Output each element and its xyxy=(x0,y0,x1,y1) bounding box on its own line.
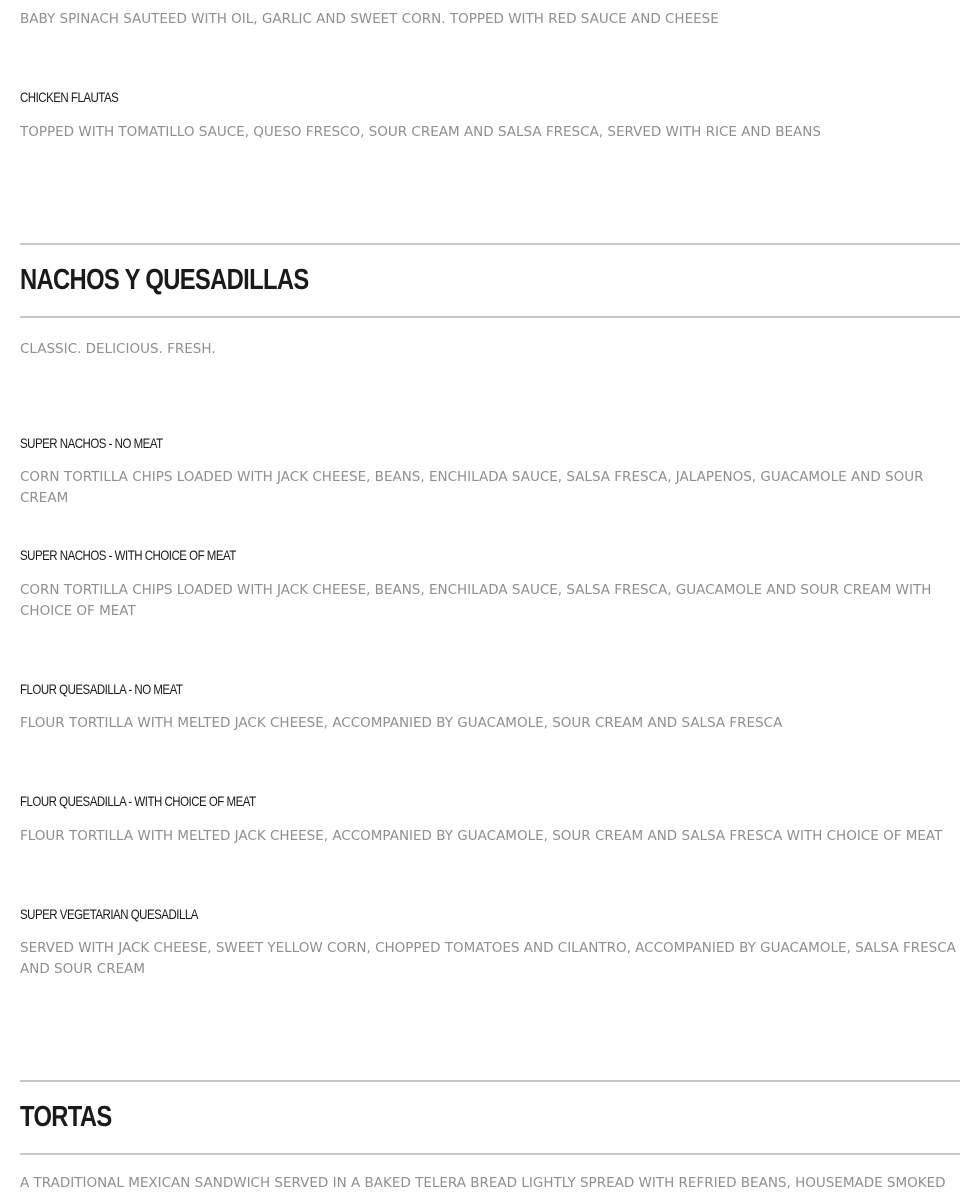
item-name-super-nachos-meat: SUPER NACHOS - WITH CHOICE OF MEAT xyxy=(20,547,236,563)
section-title-tortas: TORTAS xyxy=(20,1101,112,1133)
item-name-chicken-flautas: CHICKEN FLAUTAS xyxy=(20,89,119,105)
section-tagline-tortas: A TRADITIONAL MEXICAN SANDWICH SERVED IN A BAKED TELERA BREAD LIGHTLY SPREAD WITH REFRIED BEANS, HOUSEMADE SMOKED xyxy=(20,1175,946,1191)
item-name-super-vegetarian-quesadilla: SUPER VEGETARIAN QUESADILLA xyxy=(20,906,198,922)
item-description-flour-quesadilla-meat: FLOUR TORTILLA WITH MELTED JACK CHEESE, ACCOMPANIED BY GUACAMOLE, SOUR CREAM AND SALSA FRESCA WITH CHOICE OF MEAT xyxy=(20,828,943,844)
item-description-chicken-flautas: TOPPED WITH TOMATILLO SAUCE, QUESO FRESCO, SOUR CREAM AND SALSA FRESCA, SERVED WITH RICE AND BEANS xyxy=(20,124,821,140)
item-name-flour-quesadilla-no-meat: FLOUR QUESADILLA - NO MEAT xyxy=(20,681,183,697)
section-divider-top xyxy=(20,243,960,245)
item-name-super-nachos-no-meat: SUPER NACHOS - NO MEAT xyxy=(20,435,163,451)
section-divider-bottom xyxy=(20,1153,960,1155)
item-description-super-nachos-no-meat: CORN TORTILLA CHIPS LOADED WITH JACK CHEESE, BEANS, ENCHILADA SAUCE, SALSA FRESCA, JALAPENOS, GUACAMOLE AND SOUR CREAM xyxy=(20,469,924,506)
section-tagline-nachos: CLASSIC. DELICIOUS. FRESH. xyxy=(20,341,216,357)
section-title-nachos: NACHOS Y QUESADILLAS xyxy=(20,264,309,296)
item-description-super-vegetarian-quesadilla: SERVED WITH JACK CHEESE, SWEET YELLOW CORN, CHOPPED TOMATOES AND CILANTRO, ACCOMPANIED BY GUACAMOLE, SALSA FRESCA AND SOUR CREAM xyxy=(20,940,956,977)
section-divider-bottom xyxy=(20,316,960,318)
item-description-flour-quesadilla-no-meat: FLOUR TORTILLA WITH MELTED JACK CHEESE, ACCOMPANIED BY GUACAMOLE, SOUR CREAM AND SALSA FRESCA xyxy=(20,715,783,731)
section-divider-top xyxy=(20,1080,960,1082)
item-description: BABY SPINACH SAUTEED WITH OIL, GARLIC AND SWEET CORN. TOPPED WITH RED SAUCE AND CHEESE xyxy=(20,11,719,27)
item-description-super-nachos-meat: CORN TORTILLA CHIPS LOADED WITH JACK CHEESE, BEANS, ENCHILADA SAUCE, SALSA FRESCA, GUACAMOLE AND SOUR CREAM WITH CHOICE OF MEAT xyxy=(20,582,932,619)
item-name-flour-quesadilla-meat: FLOUR QUESADILLA - WITH CHOICE OF MEAT xyxy=(20,793,256,809)
